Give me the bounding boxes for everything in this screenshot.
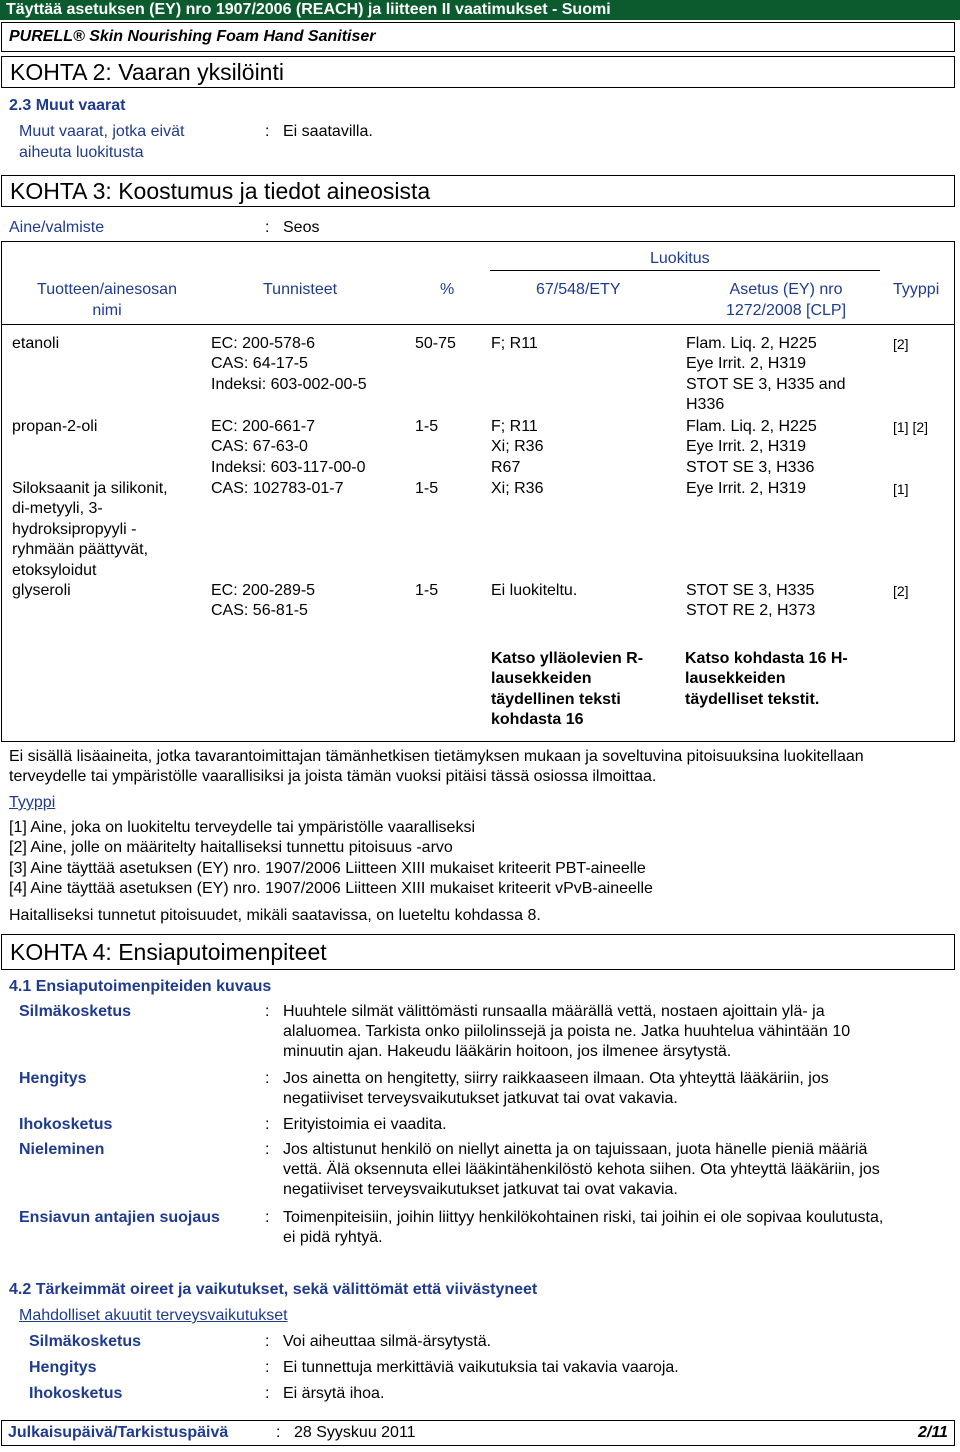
first-aid-text-line: vettä. Älä oksennuta ellei lääkintähenkilöstö kehota siihen. Ota yhteyttä lääkäriin, jos [283, 1161, 880, 1178]
section-3-title: KOHTA 3: Koostumus ja tiedot aineosista [10, 178, 431, 204]
section-4-2-heading: 4.2 Tärkeimmät oireet ja vaikutukset, sekä välittömät että viivästyneet [9, 1281, 538, 1298]
first-aid-text [283, 1208, 883, 1248]
cell-dsd [491, 417, 543, 478]
cell-name [12, 334, 59, 354]
document-footer [1, 1420, 955, 1446]
first-aid-colon: : [265, 1116, 270, 1133]
cell-name-line: etoksyloidut [12, 561, 97, 579]
first-aid-text-line: negatiiviset terveysvaikutukset jatkuvat tai ovat vakavia. [283, 1090, 678, 1107]
cell-name-line: Siloksaanit ja silikonit, [12, 480, 168, 497]
acute-effect-colon: : [265, 1359, 270, 1376]
type-legend-item: [4] Aine täyttää asetuksen (EY) nro. 1907/2006 Liitteen XIII mukaiset kriteerit vPvB-aineelle [9, 880, 653, 898]
cell-identifiers [211, 581, 315, 622]
first-aid-label: Hengitys [19, 1070, 87, 1087]
cell-identifiers-line: EC: 200-578-6 [211, 335, 316, 352]
cell-type-line: [1] [893, 481, 909, 497]
cell-identifiers-line: CAS: 67-63-0 [211, 438, 308, 456]
substance-mixture-label: Aine/valmiste [9, 219, 105, 236]
other-hazards-label [19, 122, 184, 163]
type-legend-heading: Tyyppi [9, 794, 56, 811]
first-aid-text-line: Huuhtele silmät välittömästi runsaalla määrällä vettä, nostaen ajoittain ylä- ja [283, 1003, 825, 1020]
first-aid-text-line: ei pidä ryhtyä. [283, 1229, 383, 1246]
cell-identifiers-line: CAS: 56-81-5 [211, 602, 308, 620]
col-header-clp-line: 1272/2008 [CLP] [725, 301, 847, 319]
cell-dsd-line: F; R11 [491, 418, 538, 435]
type-legend-item: [3] Aine täyttää asetuksen (EY) nro. 1907/2006 Liitteen XIII mukaiset kriteerit PBT-aineelle [9, 859, 646, 877]
cell-type [893, 334, 909, 354]
table-top-rule [1, 241, 955, 242]
acute-effect-value: Ei ärsytä ihoa. [283, 1385, 385, 1402]
first-aid-text [283, 1069, 829, 1109]
footer-date: 28 Syyskuu 2011 [294, 1424, 416, 1441]
r-phrases-note-line: lausekkeiden [491, 670, 592, 688]
other-hazards-value: Ei saatavilla. [283, 123, 373, 140]
document-header-title: Täyttää asetuksen (EY) nro 1907/2006 (REACH) ja liitteen II vaatimukset - Suomi [6, 1, 611, 18]
cell-identifiers-line: Indeksi: 603-002-00-5 [211, 375, 367, 393]
other-hazards-colon: : [265, 123, 270, 140]
cell-clp [686, 334, 846, 416]
first-aid-text [283, 1002, 850, 1062]
cell-dsd-line: F; R11 [491, 335, 538, 352]
cell-clp-line: Flam. Liq. 2, H225 [686, 418, 817, 435]
h-statements-note-line: Katso kohdasta 16 H- [685, 650, 848, 667]
acute-effect-colon: : [265, 1333, 270, 1350]
cell-identifiers-line: EC: 200-661-7 [211, 418, 316, 435]
cell-type [893, 417, 928, 437]
other-hazards-label-line: aiheuta luokitusta [19, 143, 144, 161]
first-aid-colon: : [265, 1141, 270, 1158]
col-header-name [24, 280, 190, 321]
col-header-name-line: nimi [92, 301, 122, 319]
classification-rule [490, 270, 880, 271]
cell-percent [415, 581, 438, 601]
document-header-bar [0, 0, 960, 20]
r-phrases-note-line: täydellinen teksti [491, 690, 621, 708]
cell-identifiers [211, 479, 344, 499]
cell-percent [415, 479, 438, 499]
first-aid-text [283, 1140, 880, 1200]
section-3-header [1, 175, 955, 207]
cell-clp [686, 479, 806, 499]
cell-dsd [491, 334, 538, 354]
cell-type-line: [2] [893, 583, 909, 599]
table-header-rule [1, 324, 955, 325]
cell-name-line: propan-2-oli [12, 418, 98, 435]
cell-name [12, 479, 168, 581]
acute-effect-colon: : [265, 1385, 270, 1402]
product-name: PURELL® Skin Nourishing Foam Hand Sanitiser [9, 28, 376, 45]
cell-percent-line: 1-5 [415, 582, 439, 599]
col-header-identifiers: Tunnisteet [263, 281, 338, 298]
section-4-header [1, 934, 955, 970]
r-phrases-note [491, 649, 643, 731]
r-phrases-note-line: Katso ylläolevien R- [491, 650, 644, 667]
acute-effect-value: Ei tunnettuja merkittäviä vaikutuksia tai vakavia vaaroja. [283, 1359, 679, 1376]
cell-clp-line: H336 [686, 396, 725, 414]
first-aid-label: Nieleminen [19, 1141, 105, 1158]
first-aid-label: Ihokosketus [19, 1116, 113, 1133]
h-statements-note [685, 649, 848, 710]
first-aid-colon: : [265, 1003, 270, 1020]
exposure-limits-note: Haitalliseksi tunnetut pitoisuudet, mikäli saatavissa, on lueteltu kohdassa 8. [9, 907, 541, 924]
cell-name [12, 417, 97, 437]
cell-clp-line: STOT SE 3, H336 [686, 458, 815, 476]
cell-percent-line: 1-5 [415, 480, 439, 497]
h-statements-note-line: lausekkeiden [685, 670, 786, 688]
cell-clp-line: STOT RE 2, H373 [686, 602, 816, 620]
cell-identifiers [211, 334, 367, 395]
cell-clp-line: Eye Irrit. 2, H319 [686, 438, 807, 456]
first-aid-text-line: alaluomea. Tarkista onko piilolinssejä ja poista ne. Jatka huuhtelua vähintään 10 [283, 1023, 851, 1040]
table-bottom-rule [1, 741, 955, 742]
cell-name-line: ryhmään päättyvät, [12, 541, 149, 559]
cell-clp-line: STOT SE 3, H335 [686, 582, 815, 599]
cell-clp-line: Eye Irrit. 2, H319 [686, 480, 807, 497]
first-aid-text-line: Toimenpiteisiin, joihin liittyy henkilökohtainen riski, tai joihin ei ole sopivaa koulutusta, [283, 1209, 884, 1226]
first-aid-text-line: Erityistoimia ei vaadita. [283, 1116, 447, 1133]
section-2-3-heading: 2.3 Muut vaarat [9, 97, 126, 114]
substance-mixture-value: Seos [283, 219, 320, 236]
acute-effect-value: Voi aiheuttaa silmä-ärsytystä. [283, 1333, 492, 1350]
col-header-type: Tyyppi [893, 281, 940, 298]
cell-name-line: etanoli [12, 335, 60, 352]
footer-date-label: Julkaisupäivä/Tarkistuspäivä [8, 1424, 229, 1441]
footer-page-number: 2/11 [918, 1424, 948, 1441]
col-header-classification: Luokitus [650, 250, 710, 267]
r-phrases-note-line: kohdasta 16 [491, 711, 584, 729]
cell-type-line: [1] [2] [893, 419, 929, 435]
cell-type-line: [2] [893, 336, 909, 352]
cell-identifiers-line: Indeksi: 603-117-00-0 [211, 458, 366, 476]
col-header-clp-line: Asetus (EY) nro [729, 281, 843, 298]
cell-dsd-line: Xi; R36 [491, 438, 544, 456]
cell-name-line: di-metyyli, 3- [12, 500, 103, 518]
acute-effect-label: Ihokosketus [29, 1385, 123, 1402]
cell-name [12, 581, 71, 601]
first-aid-text-line: Jos ainetta on hengitetty, siirry raikkaaseen ilmaan. Ota yhteyttä lääkäriin, jos [283, 1070, 829, 1087]
section-4-title: KOHTA 4: Ensiaputoimenpiteet [10, 939, 327, 965]
section-2-header [1, 56, 955, 88]
cell-type [893, 581, 909, 601]
first-aid-text-line: minuutin ajan. Hakeudu lääkärin hoitoon, jos ilmenee ärsytystä. [283, 1043, 732, 1060]
col-header-percent: % [440, 281, 455, 298]
first-aid-label: Silmäkosketus [19, 1003, 132, 1020]
cell-clp [686, 417, 817, 478]
cell-percent-line: 1-5 [415, 418, 439, 435]
cell-clp-line: Eye Irrit. 2, H319 [686, 355, 807, 373]
cell-percent [415, 417, 438, 437]
cell-dsd-line: R67 [491, 458, 521, 476]
first-aid-text-line: negatiiviset terveysvaikutukset jatkuvat tai ovat vakavia. [283, 1181, 678, 1198]
cell-percent [415, 334, 456, 354]
cell-clp-line: STOT SE 3, H335 and [686, 375, 846, 393]
type-legend-item: [2] Aine, jolle on määritelty haitalliseksi tunnettu pitoisuus -arvo [9, 839, 453, 857]
cell-name-line: hydroksipropyyli - [12, 520, 137, 538]
first-aid-text [283, 1115, 447, 1135]
cell-identifiers-line: CAS: 64-17-5 [211, 355, 308, 373]
cell-percent-line: 50-75 [415, 335, 456, 352]
other-hazards-label-line: Muut vaarat, jotka eivät [19, 123, 185, 140]
cell-identifiers [211, 417, 365, 478]
first-aid-colon: : [265, 1070, 270, 1087]
type-legend-item: [1] Aine, joka on luokiteltu terveydelle tai ympäristölle vaaralliseksi [9, 819, 476, 836]
substance-mixture-colon: : [265, 219, 270, 236]
acute-effect-label: Hengitys [29, 1359, 97, 1376]
section-4-1-heading: 4.1 Ensiaputoimenpiteiden kuvaus [9, 978, 272, 995]
cell-dsd [491, 479, 543, 499]
col-header-clp [716, 280, 856, 321]
footer-colon: : [276, 1424, 281, 1441]
disclaimer-line: Ei sisällä lisäaineita, jotka tavarantoimittajan tämänhetkisen tietämyksen mukaan ja soveltuvina pitoisuuksina luokitellaan [9, 748, 864, 765]
first-aid-label: Ensiavun antajien suojaus [19, 1209, 220, 1226]
product-name-box [1, 22, 955, 52]
cell-dsd-line: Xi; R36 [491, 480, 544, 497]
h-statements-note-line: täydelliset tekstit. [685, 690, 820, 708]
composition-disclaimer [9, 747, 864, 786]
section-2-title: KOHTA 2: Vaaran yksilöinti [10, 59, 284, 85]
first-aid-text-line: Jos altistunut henkilö on niellyt ainetta ja on tajuissaan, juota hänelle pieniä määriä [283, 1141, 868, 1158]
cell-clp-line: Flam. Liq. 2, H225 [686, 335, 817, 352]
first-aid-colon: : [265, 1209, 270, 1226]
cell-dsd-line: Ei luokiteltu. [491, 582, 578, 599]
cell-name-line: glyseroli [12, 582, 71, 599]
cell-identifiers-line: CAS: 102783-01-7 [211, 480, 344, 497]
disclaimer-line: terveydelle tai ympäristölle vaarallisiksi ja joista tämän vuoksi pitäisi tässä osiossa ilmoittaa. [9, 767, 657, 785]
cell-clp [686, 581, 815, 622]
type-legend-list [9, 818, 653, 900]
cell-dsd [491, 581, 577, 601]
col-header-name-line: Tuotteen/ainesosan [37, 281, 177, 298]
cell-type [893, 479, 909, 499]
col-header-dsd: 67/548/ETY [536, 281, 621, 298]
cell-identifiers-line: EC: 200-289-5 [211, 582, 316, 599]
acute-effects-heading: Mahdolliset akuutit terveysvaikutukset [19, 1307, 288, 1324]
acute-effect-label: Silmäkosketus [29, 1333, 142, 1350]
